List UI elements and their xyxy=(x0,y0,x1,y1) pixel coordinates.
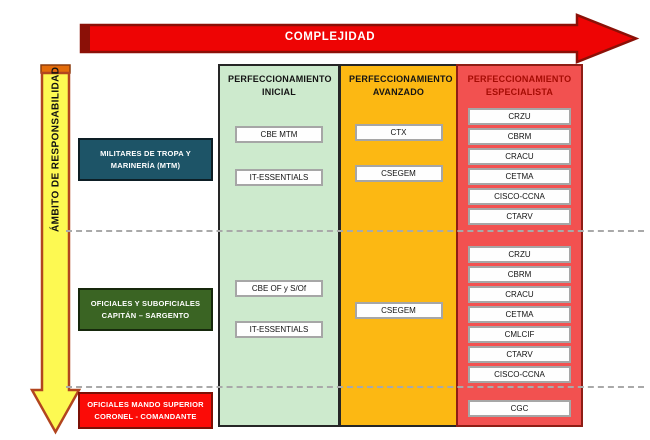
course-box-cmlcif: CMLCIF xyxy=(468,326,571,343)
course-box-cbrm: CBRM xyxy=(468,128,571,145)
course-box-cracu: CRACU xyxy=(468,286,571,303)
column-header-inicial: PERFECCIONAMIENTO INICIAL xyxy=(228,74,332,97)
course-box-cetma: CETMA xyxy=(468,306,571,323)
course-box-it-essentials: IT-ESSENTIALS xyxy=(235,321,323,338)
responsibility-arrow xyxy=(0,60,95,440)
course-box-cracu: CRACU xyxy=(468,148,571,165)
course-box-cbrm: CBRM xyxy=(468,266,571,283)
course-box-cisco-ccna: CISCO-CCNA xyxy=(468,366,571,383)
dashed-separator-1 xyxy=(66,230,644,232)
course-box-cbe-of-y-s-of: CBE OF y S/Of xyxy=(235,280,323,297)
course-box-ctx: CTX xyxy=(355,124,443,141)
rank-label-mtm: MILITARES DE TROPA Y MARINERÍA (MTM) xyxy=(78,138,213,181)
cell-mtm-especialista xyxy=(458,108,581,225)
course-box-csegem: CSEGEM xyxy=(355,302,443,319)
cell-oficiales-inicial xyxy=(220,280,338,338)
course-box-cetma: CETMA xyxy=(468,168,571,185)
cell-mando-superior-especialista xyxy=(458,400,581,417)
column-header-avanzado: PERFECCIONAMIENTO AVANZADO xyxy=(349,74,453,97)
course-box-cisco-ccna: CISCO-CCNA xyxy=(468,188,571,205)
column-perfeccionamiento-inicial xyxy=(218,64,340,427)
cell-mtm-inicial xyxy=(220,126,338,186)
course-box-ctarv: CTARV xyxy=(468,346,571,363)
column-perfeccionamiento-avanzado xyxy=(339,64,458,427)
course-box-csegem: CSEGEM xyxy=(355,165,443,182)
cell-mtm-avanzado xyxy=(341,124,456,182)
cell-oficiales-avanzado xyxy=(341,302,456,319)
course-box-cbe-mtm: CBE MTM xyxy=(235,126,323,143)
course-box-it-essentials: IT-ESSENTIALS xyxy=(235,169,323,186)
dashed-separator-2 xyxy=(66,386,644,388)
column-perfeccionamiento-especialista xyxy=(456,64,583,427)
rank-label-mando-superior: OFICIALES MANDO SUPERIOR CORONEL - COMANDANTE xyxy=(78,392,213,429)
course-box-ctarv: CTARV xyxy=(468,208,571,225)
course-box-crzu: CRZU xyxy=(468,246,571,263)
cell-oficiales-especialista xyxy=(458,246,581,383)
course-box-cgc: CGC xyxy=(468,400,571,417)
rank-label-oficiales-suboficiales: OFICIALES Y SUBOFICIALES CAPITÁN – SARGENTO xyxy=(78,288,213,331)
column-header-especialista: PERFECCIONAMIENTO ESPECIALISTA xyxy=(467,74,572,97)
course-box-crzu: CRZU xyxy=(468,108,571,125)
complexity-arrow-label: COMPLEJIDAD xyxy=(284,31,376,43)
